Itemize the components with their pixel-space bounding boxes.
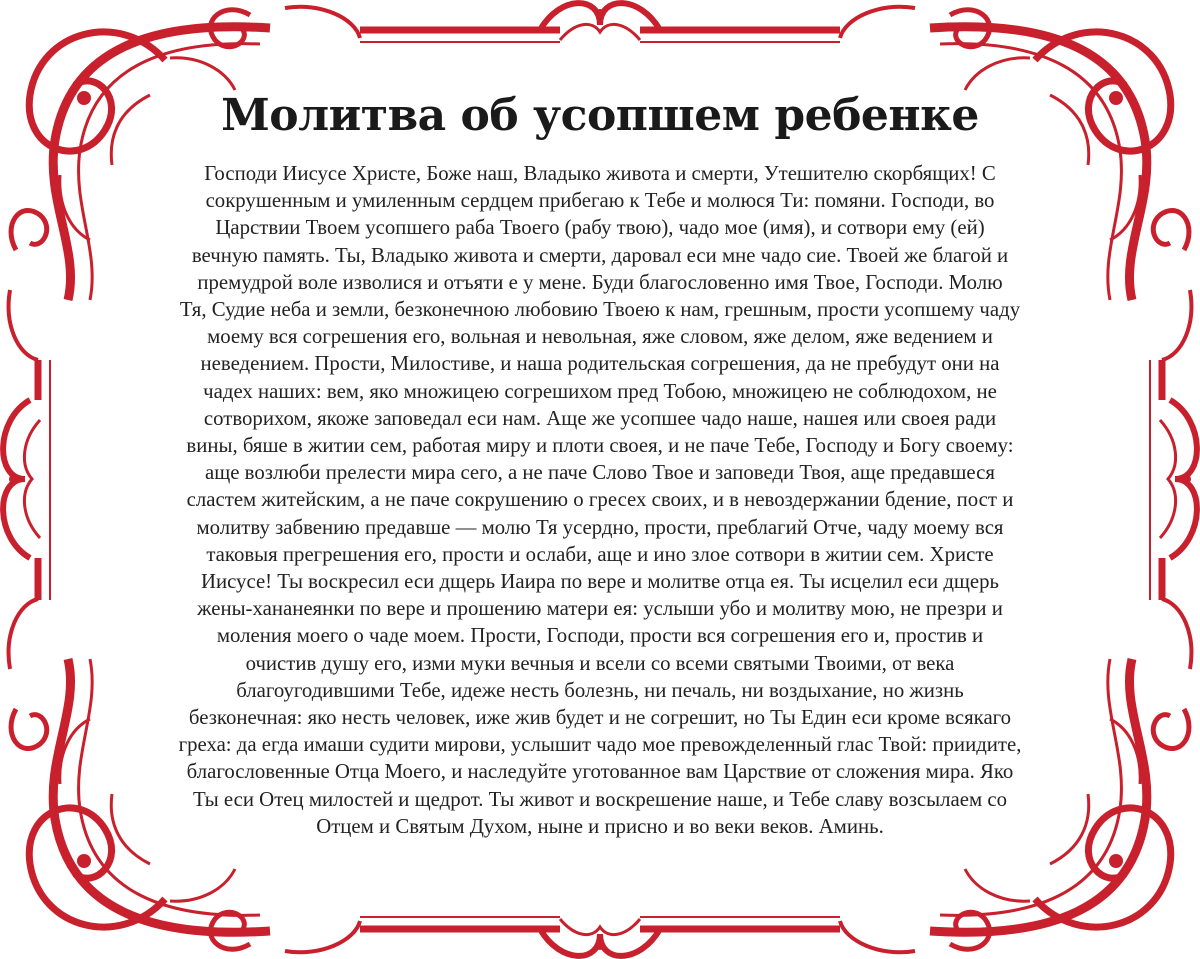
- prayer-title: Молитва об усопшем ребенке: [221, 90, 979, 141]
- prayer-line: моему вся согрешения его, вольная и невольная, яже словом, яже делом, яже ведением и: [207, 325, 993, 349]
- prayer-line: аще возлюби прелести мира сего, а не паче Слово Твое и заповеди Твоя, аще предавшеся: [205, 461, 995, 485]
- prayer-line: сокрушенным и умиленным сердцем прибегаю к Тебе и молюся Ти: помяни. Господи, во: [205, 189, 995, 213]
- prayer-line: неведением. Прости, Милостиве, и наша родительская согрешения, да не пребудут они на: [200, 352, 1000, 376]
- prayer-line: Ты еси Отец милостей и щедрот. Ты живот и воскрешение наше, и Тебе славу возсылаем со: [193, 787, 1007, 811]
- prayer-line: Отцем и Святым Духом, ныне и присно и во веки веков. Аминь.: [316, 814, 884, 838]
- prayer-line: Тя, Судие неба и земли, безконечною любовию Твоею к нам, грешным, прости усопшему чаду: [179, 298, 1021, 322]
- prayer-line: Господи Иисусе Христе, Боже наш, Владыко живота и смерти, Утешителю скорбящих! С: [204, 162, 996, 185]
- prayer-line: таковыя прегрешения его, прости и ослаби, аще и ино злое сотвори в житии сем. Христе: [206, 542, 994, 566]
- prayer-text: [150, 160, 1050, 840]
- prayer-line: вечную память. Ты, Владыко живота и смерти, даровал еси мне чадо сие. Твоей же благой и: [191, 243, 1009, 267]
- prayer-line: Иисусе! Ты воскресил еси дщерь Иаира по вере и молитве отца ея. Ты исцелил еси дщерь: [200, 570, 1000, 594]
- prayer-line: сотворихом, якоже заповедал еси нам. Аще же усопшее чадо наше, нашея или своея ради: [203, 406, 997, 430]
- prayer-line: вины, бяше в житии сем, работая миру и плоти своея, и не паче Тебе, Господу и Богу своему:: [186, 434, 1014, 458]
- prayer-line: молитву забвению предавше — молю Тя усердно, прости, преблагий Отче, чаду моему вся: [196, 515, 1004, 539]
- prayer-line: Царствии Твоем усопшего раба Твоего (рабу твою), чадо мое (имя), и сотвори ему (ей): [215, 216, 985, 240]
- prayer-line: благоугодившими Тебе, идеже несть болезнь, ни печаль, ни воздыхание, но жизнь: [236, 678, 964, 702]
- prayer-line: очистив душу его, изми муки вечныя и всели со всеми святыми Твоими, от века: [245, 651, 955, 675]
- prayer-line: моления моего о чаде моем. Прости, Господи, прости вся согрешения его и, простив и: [216, 624, 984, 648]
- prayer-line: чадех наших: вем, яко множицею согрешихом пред Тобою, множицею не соблюдохом, не: [203, 379, 997, 403]
- prayer-line: безконечная: яко несть человек, иже жив будет и не согрешит, но Ты Един еси кроме всякаго: [188, 706, 1012, 730]
- prayer-line: благословенные Отца Моего, и наследуйте уготованное вам Царствие от сложения мира. Яко: [186, 760, 1014, 784]
- prayer-line: сластем житейским, а не паче сокрушению о гресех своих, и в невоздержании бдение, пост и: [186, 488, 1014, 512]
- prayer-line: греха: да егда имаши судити мирови, услышит чадо мое превожделенный глас Твой: приидите,: [178, 733, 1022, 757]
- prayer-line: премудрой воле изволися и отъяти е у мене. Буди благословенно имя Твое, Господи. Молю: [197, 270, 1003, 294]
- prayer-line: жены-хананеянки по вере и прошению матери ея: услыши убо и молитву мою, не презри и: [197, 597, 1003, 621]
